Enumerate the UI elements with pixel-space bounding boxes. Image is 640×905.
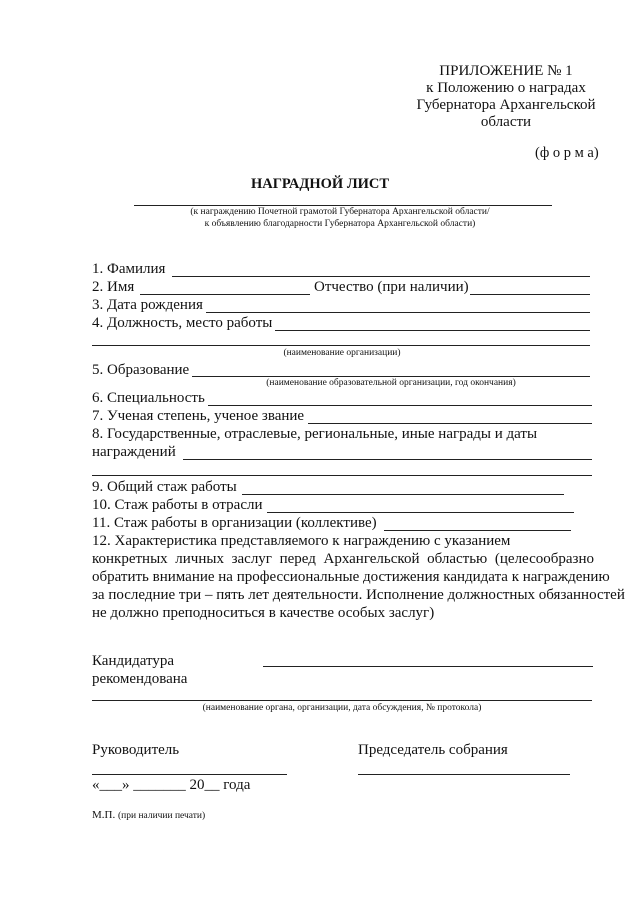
recommendation-field[interactable] xyxy=(263,666,593,667)
head-label: Руководитель xyxy=(92,742,180,758)
industry-experience-field[interactable] xyxy=(267,512,574,513)
appendix-number: ПРИЛОЖЕНИЕ № 1 xyxy=(439,63,573,79)
recommendation-hint: (наименование органа, организации, дата обсуждения, № протокола) xyxy=(202,703,482,713)
appendix-reference-3: области xyxy=(480,114,532,130)
title-subtitle-2: к объявлению благодарности Губернатора Архангельской области) xyxy=(204,219,476,229)
characteristic-text: конкретных личных заслуг перед Архангельской областью (целесообразно xyxy=(92,551,594,567)
name-field[interactable] xyxy=(140,294,310,295)
position-field-line-2[interactable] xyxy=(92,345,590,346)
form-label: (ф о р м а) xyxy=(535,145,599,161)
recommendation-label-2: рекомендована xyxy=(92,671,188,687)
specialty-label: 6. Специальность xyxy=(92,390,205,406)
degree-label: 7. Ученая степень, ученое звание xyxy=(92,408,305,424)
organization-experience-field[interactable] xyxy=(384,530,571,531)
awards-field-line-2[interactable] xyxy=(92,475,592,476)
surname-field[interactable] xyxy=(172,276,590,277)
surname-label: 1. Фамилия xyxy=(92,261,166,277)
stamp-abbreviation: М.П. xyxy=(92,809,116,821)
appendix-reference-2: Губернатора Архангельской xyxy=(416,97,596,113)
degree-field[interactable] xyxy=(308,423,592,424)
patronymic-field[interactable] xyxy=(470,294,590,295)
awards-label-2: награждений xyxy=(92,444,176,460)
organization-hint: (наименование организации) xyxy=(283,348,401,358)
characteristic-text-4: не должно преподноситься в качестве особых заслуг) xyxy=(92,605,435,621)
characteristic-text-3: за последние три – пять лет деятельности. Исполнение должностных обязанностей xyxy=(92,587,625,603)
birth-date-label: 3. Дата рождения xyxy=(92,297,203,313)
date-line[interactable]: «___» _______ 20__ года xyxy=(92,777,251,793)
birth-date-field[interactable] xyxy=(206,312,590,313)
stamp-label xyxy=(92,809,205,823)
education-field[interactable] xyxy=(192,376,590,377)
patronymic-label: Отчество (при наличии) xyxy=(314,279,469,295)
education-label: 5. Образование xyxy=(92,362,190,378)
recommendation-label: Кандидатура xyxy=(92,653,175,669)
industry-experience-label: 10. Стаж работы в отрасли xyxy=(92,497,263,513)
chairman-signature-field[interactable] xyxy=(358,774,570,775)
total-experience-label: 9. Общий стаж работы xyxy=(92,479,237,495)
title-underline xyxy=(134,205,552,206)
name-label: 2. Имя xyxy=(92,279,135,295)
characteristic-label: 12. Характеристика представляемого к награждению с указанием xyxy=(92,533,511,549)
stamp-hint: (при наличии печати) xyxy=(117,811,206,821)
page-title: НАГРАДНОЙ ЛИСТ xyxy=(250,176,390,192)
title-subtitle: (к награждению Почетной грамотой Губернатора Архангельской области/ xyxy=(190,207,490,217)
awards-label: 8. Государственные, отраслевые, региональные, иные награды и даты xyxy=(92,426,538,442)
chairman-label: Председатель собрания xyxy=(358,742,508,758)
awards-field[interactable] xyxy=(183,459,592,460)
organization-experience-label: 11. Стаж работы в организации (коллективе) xyxy=(92,515,377,531)
position-field[interactable] xyxy=(275,330,590,331)
total-experience-field[interactable] xyxy=(242,494,564,495)
recommendation-field-line-2[interactable] xyxy=(92,700,592,701)
head-signature-field[interactable] xyxy=(92,774,287,775)
education-hint: (наименование образовательной организации, год окончания) xyxy=(266,378,516,388)
appendix-reference: к Положению о наградах xyxy=(426,80,586,96)
position-label: 4. Должность, место работы xyxy=(92,315,273,331)
characteristic-text-2: обратить внимание на профессиональные достижения кандидата к награждению xyxy=(92,569,610,585)
specialty-field[interactable] xyxy=(208,405,592,406)
